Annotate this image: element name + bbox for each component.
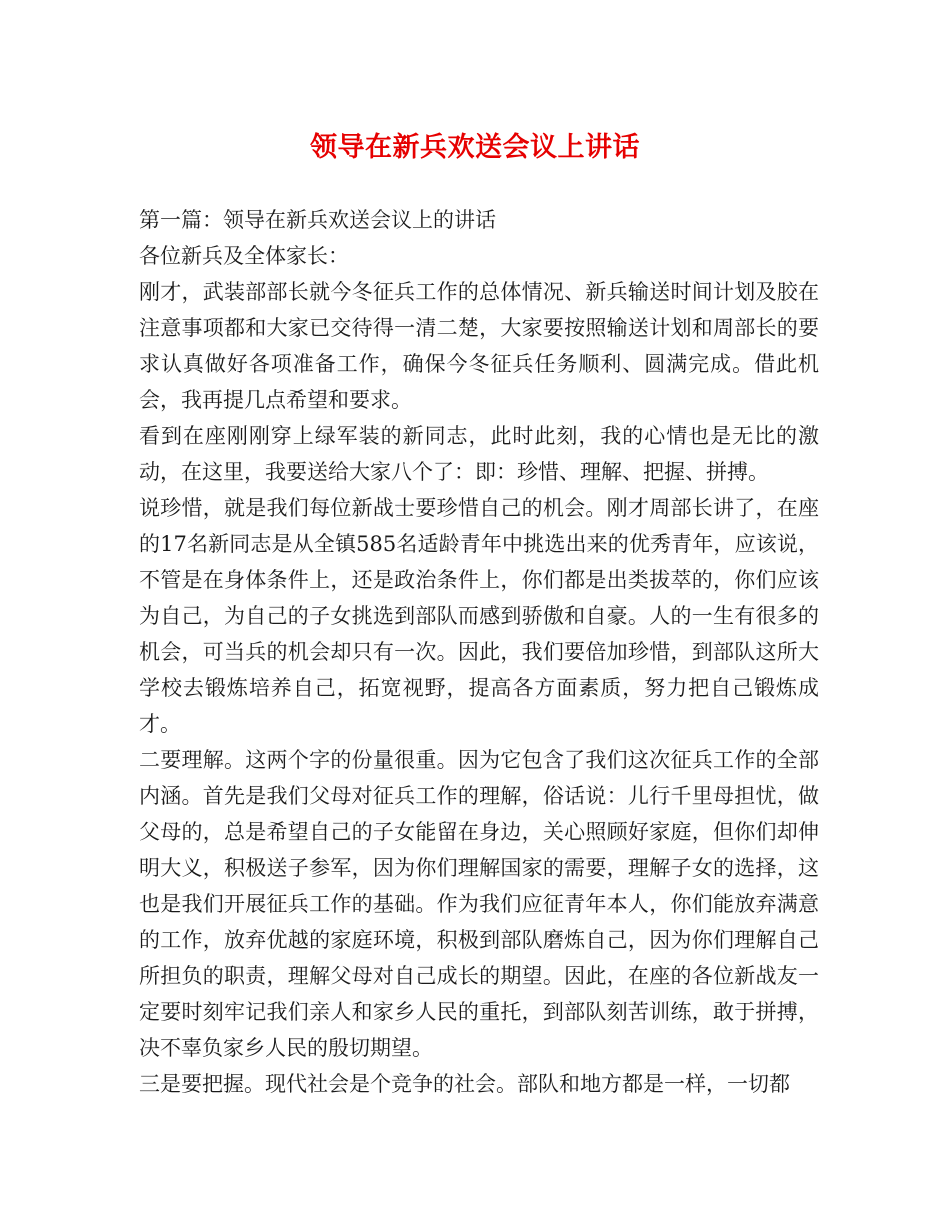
paragraph-understand: 二要理解。这两个字的份量很重。因为它包含了我们这次征兵工作的全部内涵。首先是我们父母对征兵工作的理解，俗话说：儿行千里母担忧，做父母的，总是希望自己的子女能留在身边，关心照顾好家庭，但你们却伸明大义，积极送子参军，因为你们理解国家的需要，理解子女的选择，这也是我们开展征兵工作的基础。作为我们应征青年本人，你们能放弃满意的工作，放弃优越的家庭环境，积极到部队磨炼自己，因为你们理解自己所担负的职责，理解父母对自己成长的期望。因此，在座的各位新战友一定要时刻牢记我们亲人和家乡人民的重托，到部队刻苦训练，敢于拼搏，决不辜负家乡人民的殷切期望。 [139, 748, 819, 1060]
document-title: 领导在新兵欢送会议上讲话 [310, 132, 640, 163]
paragraph-cherish: 说珍惜，就是我们每位新战士要珍惜自己的机会。刚才周部长讲了，在座的17名新同志是从全镇585名适龄青年中挑选出来的优秀青年，应该说，不管是在身体条件上，还是政治条件上，你们都是出类拔萃的，你们应该为自己，为自己的子女挑选到部队而感到骄傲和自豪。人的一生有很多的机会，可当兵的机会却只有一次。因此，我们要倍加珍惜，到部队这所大学校去锻炼培养自己，拓宽视野，提高各方面素质，努力把自己锻炼成才。 [139, 496, 819, 736]
paragraph-intro: 刚才，武装部部长就今冬征兵工作的总体情况、新兵输送时间计划及胶在注意事项都和大家已交待得一清二楚，大家要按照输送计划和周部长的要求认真做好各项准备工作，确保今冬征兵任务顺利、圆满完成。借此机会，我再提几点希望和要求。 [139, 280, 819, 412]
paragraph-eight-words: 看到在座刚刚穿上绿军装的新同志，此时此刻，我的心情也是无比的激动，在这里，我要送给大家八个了：即：珍惜、理解、把握、拼搏。 [139, 424, 819, 484]
paragraph-section-heading: 第一篇：领导在新兵欢送会议上的讲话 [139, 208, 496, 232]
paragraph-grasp: 三是要把握。现代社会是个竞争的社会。部队和地方都是一样，一切都 [139, 1072, 790, 1096]
paragraph-salutation: 各位新兵及全体家长： [139, 244, 349, 268]
document-body [139, 202, 819, 1102]
